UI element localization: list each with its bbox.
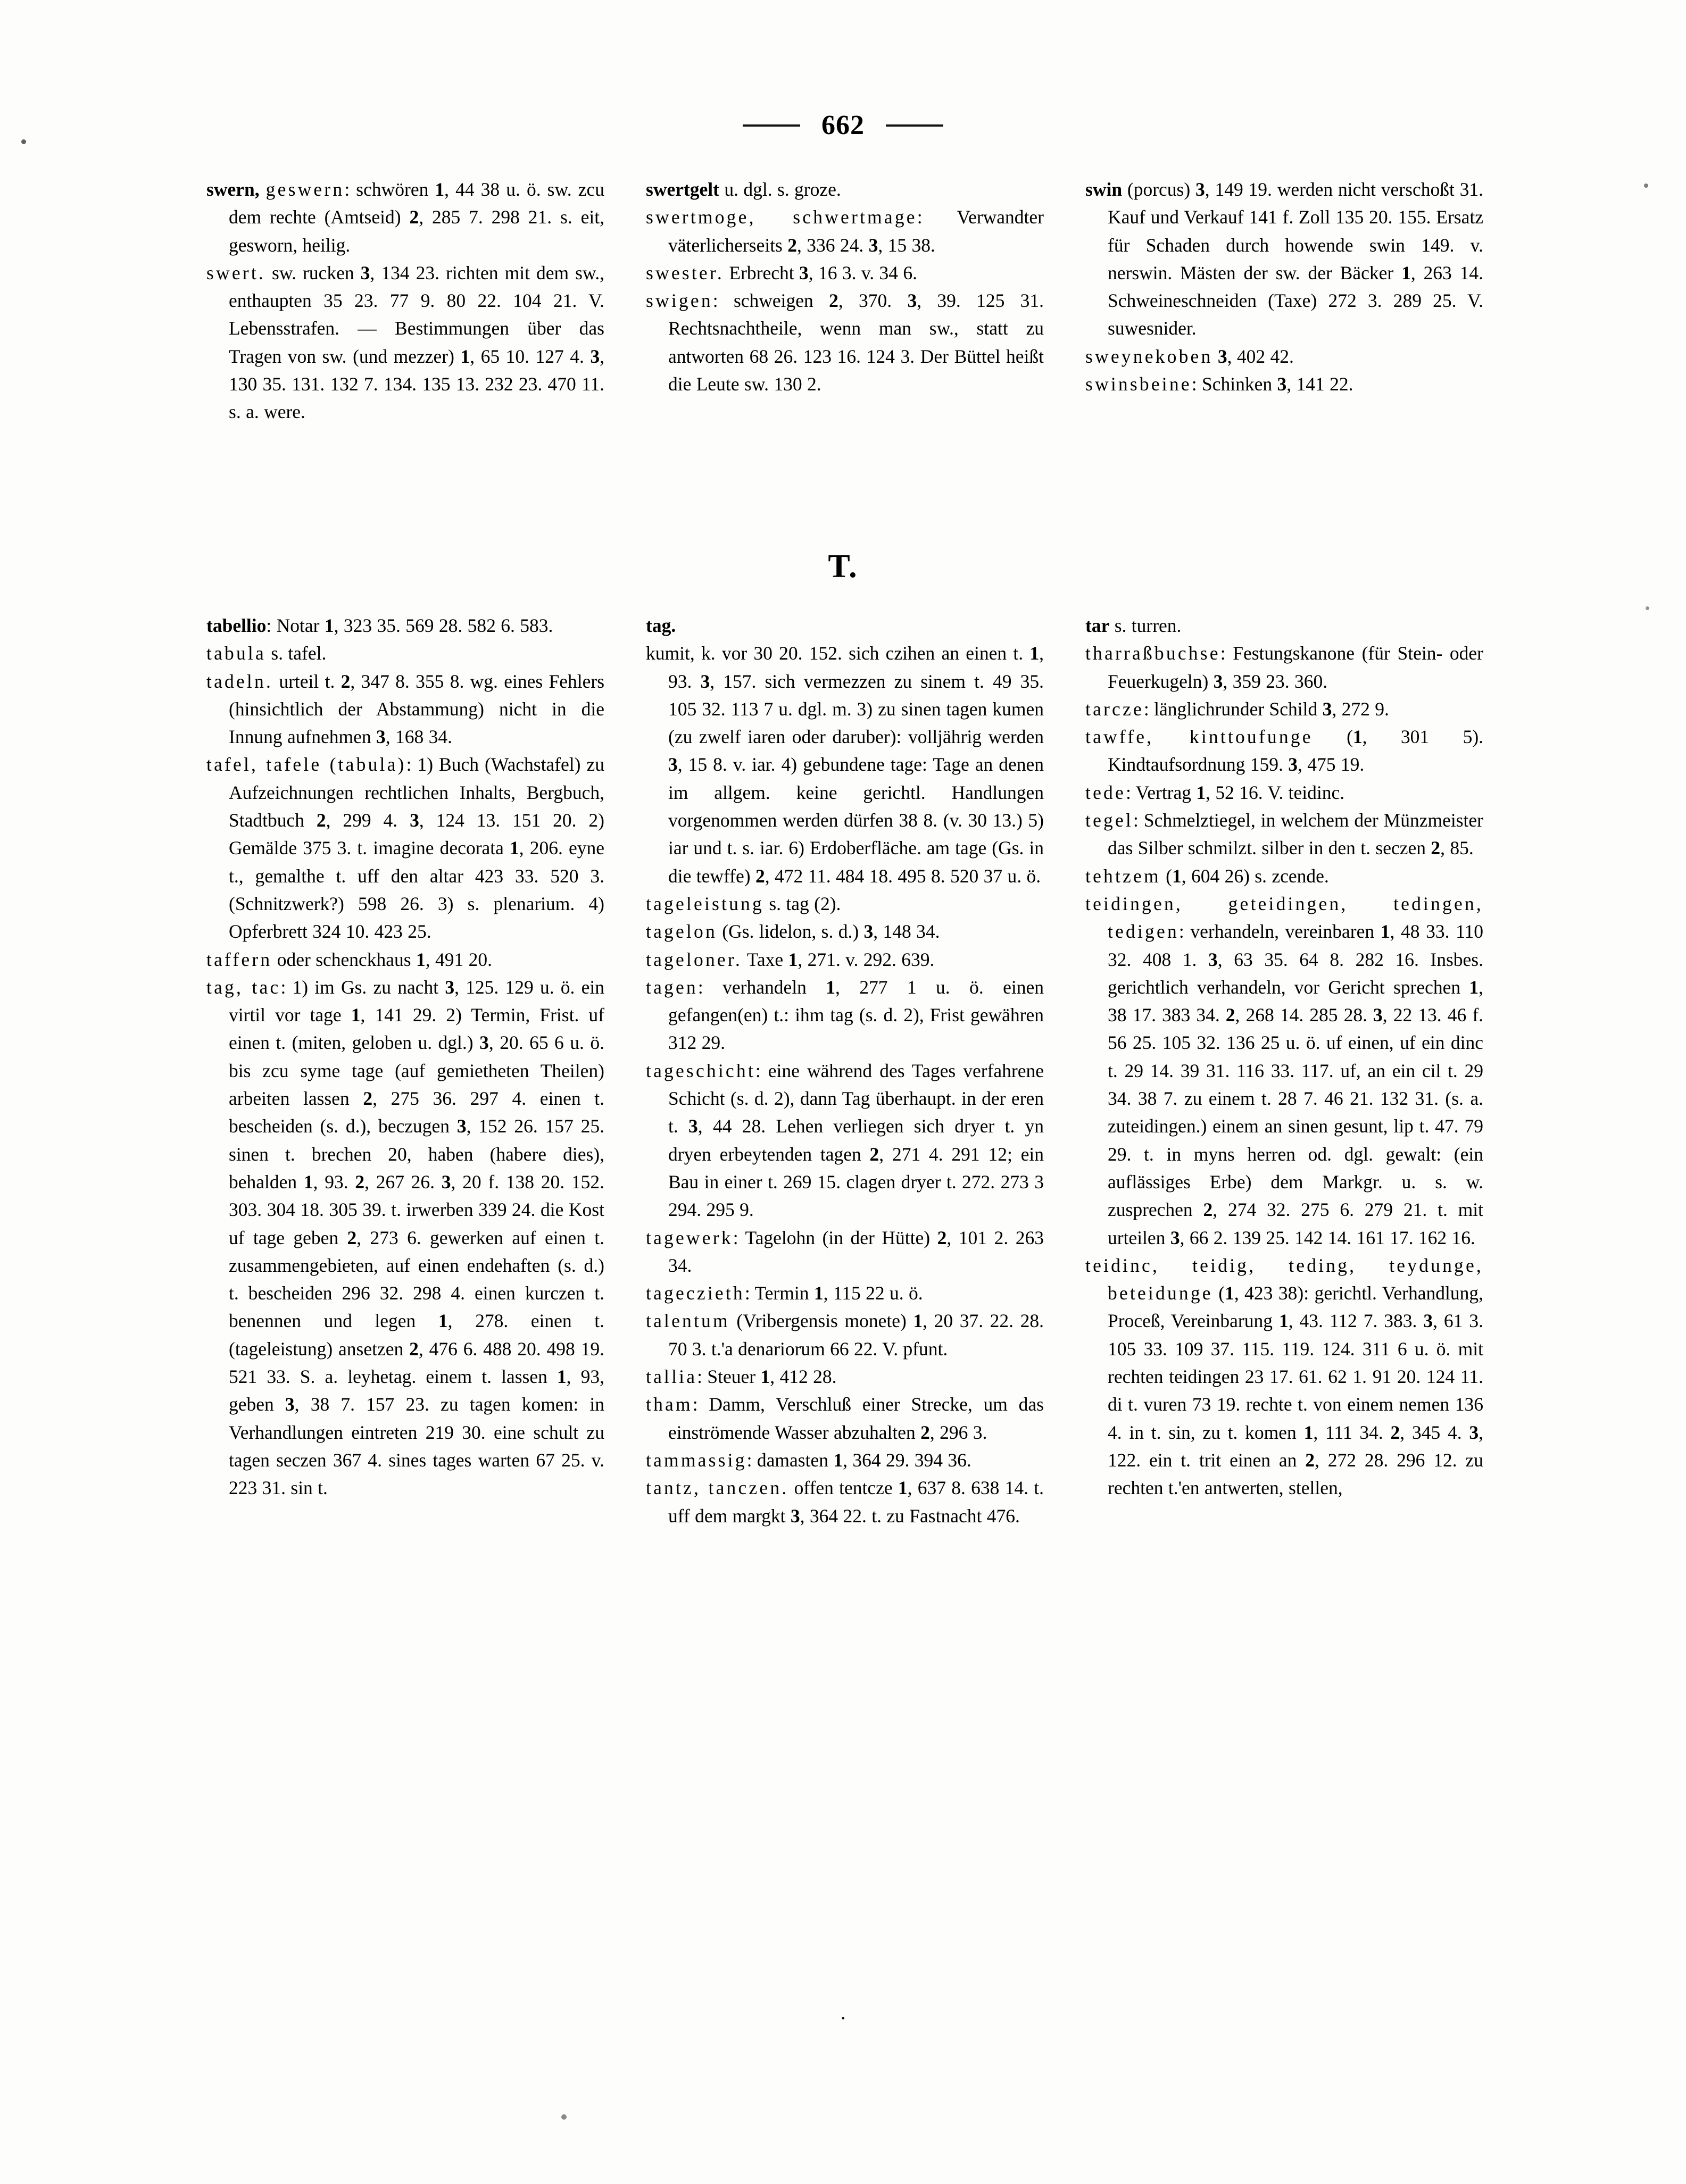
volume-number: 1 (1225, 1282, 1234, 1304)
dictionary-entry (1085, 862, 1483, 890)
volume-number: 3 (1373, 1004, 1383, 1026)
entry-body: offen tentcze 1, 637 8. 638 14. t. uff dem margkt 3, 364 22. t. zu Fastnacht 476. (668, 1477, 1044, 1527)
volume-number: 3 (285, 1394, 295, 1415)
scan-speck (21, 139, 26, 144)
volume-number: 1 (898, 1477, 908, 1499)
entry-body: urteil t. 2, 347 8. 355 8. wg. eines Fehlers (hinsichtlich der Abstammung) nicht in die Innung aufnehmen 3, 168 34. (229, 670, 605, 748)
dictionary-entry (646, 1446, 1044, 1474)
volume-number: 2 (1390, 1421, 1400, 1443)
entry-body: : verhandeln, vereinbaren 1, 48 33. 110 32. 408 1. 3, 63 35. 64 8. 282 16. Insbes. gerichtlich verhandeln, vor Gericht sprechen 1, 38 17. 383 34. 2, 268 14. 285 28. 3, 22 13. 46 f. 56 25. 105 32. 136 25 u. ö. uf einen, uf ein dinc t. 29 14. 39 31. 116 33. 117. uf, an ein cil t. 29 34. 38 7. zu einem t. 28 7. 46 21. 132 31. (s. a. zuteidingen.) einem an sinen gesunt, lip t. 47. 79 29. t. in myns herren od. dgl. gewalt: (ein auflässiges Erbe) dem Markgr. u. s. w. zusprechen 2, 274 32. 275 6. 279 21. t. mit urteilen 3, 66 2. 139 25. 142 14. 161 17. 162 16. (1108, 921, 1484, 1248)
volume-number: 1 (1172, 865, 1182, 887)
volume-number: 3 (1213, 670, 1223, 692)
entry-headword: swinsbeine (1085, 373, 1192, 395)
entry-body: : 1) Buch (Wachstafel) zu Aufzeichnungen rechtlichen Inhalts, Bergbuch, Stadtbuch 2, 299 4. 3, 124 13. 151 20. 2) Gemälde 375 3. t. imagine decorata 1, 206. eyne t., gemalthe t. uff den altar 423 33. 520 3. (Schnitzwerk?) 598 26. 3) s. plenarium. 4) Opferbrett 324 10. 423 25. (229, 754, 605, 943)
entry-body: : eine während des Tages verfahrene Schicht (s. d. 2), dann Tag überhaupt. in der eren t. 3, 44 28. Lehen verliegen sich dryer t. yn dryen erbeytenden tagen 2, 271 4. 291 12; ein Bau in einer t. 269 15. clagen dryer t. 272. 273 3 294. 295 9. (668, 1060, 1044, 1221)
volume-number: 3 (1423, 1310, 1433, 1332)
entry-headword: tadeln. (206, 670, 273, 692)
rule-left-icon (743, 124, 800, 127)
volume-number: 1 (460, 345, 470, 367)
dictionary-entry (206, 639, 604, 667)
volume-number: 3 (1170, 1227, 1180, 1248)
volume-number: 3 (868, 234, 878, 256)
volume-number: 3 (445, 976, 455, 998)
dictionary-entry (646, 973, 1044, 1057)
entry-headword: tageleistung (646, 893, 764, 914)
volume-number: 3 (790, 1505, 800, 1527)
volume-number: 1 (324, 615, 334, 636)
entry-body: : Damm, Verschluß einer Strecke, um das einströmende Wasser abzuhalten 2, 296 3. (668, 1394, 1044, 1443)
entry-headword: tawffe, kinttoufunge (1085, 726, 1313, 748)
volume-number: 1 (557, 1366, 567, 1388)
volume-number: 2 (316, 810, 326, 831)
column-2 (646, 612, 1044, 1530)
entry-headword: tagen (646, 976, 698, 998)
volume-number: 3 (441, 1171, 451, 1193)
volume-number: 3 (700, 670, 710, 692)
entry-headword: swert. (206, 262, 265, 284)
entry-body: : Schmelztiegel, in welchem der Münzmeister das Silber schmilzt. silber in den t. seczen 2, 85. (1108, 810, 1483, 859)
entry-headword: teidingen, geteidingen, tedingen, tedigen (1085, 893, 1483, 943)
dictionary-entry (206, 668, 604, 751)
volume-number: 2 (1225, 1004, 1235, 1026)
dictionary-entry (646, 1307, 1044, 1363)
dictionary-entry (1085, 779, 1483, 806)
entry-body: : Termin 1, 115 22 u. ö. (744, 1282, 923, 1304)
volume-number: 1 (1196, 781, 1206, 803)
entry-headword: tag, tac (206, 976, 281, 998)
volume-number: 2 (920, 1421, 930, 1443)
entry-body: oder schenckhaus 1, 491 20. (277, 948, 492, 970)
entry-headword: tham (646, 1394, 693, 1415)
entry-body: kumit, k. vor 30 20. 152. sich czihen an einen t. 1, 93. 3, 157. sich vermezzen zu sinem t. 49 35. 105 32. 113 7 u. dgl. m. 3) zu sinen tagen kumen (zu zwelf iaren oder daruber): volljährig werden 3, 15 8. v. iar. 4) gebundene tage: Tage an denen im allgem. keine gerichtl. Handlungen vorgenommen werden dürfen 38 8. (v. 30 13.) 5) iar und t. s. iar. 6) Erdoberfläche. am tage (Gs. in die tewffe) 2, 472 11. 484 18. 495 8. 520 37 u. ö. (646, 643, 1044, 887)
volume-number: 3 (863, 921, 874, 943)
volume-number: 3 (1322, 698, 1332, 720)
entry-body: : Verwandter väterlicherseits 2, 336 24. 3, 15 38. (668, 206, 1044, 256)
volume-number: 3 (590, 345, 600, 367)
dictionary-entry (1085, 176, 1483, 343)
volume-number: 3 (668, 754, 678, 776)
entry-body: (1, 301 5). Kindtaufsordnung 159. 3, 475 19. (1108, 726, 1484, 776)
dictionary-entry (1085, 1252, 1483, 1502)
volume-number: 2 (340, 670, 351, 692)
volume-number: 2 (869, 1143, 879, 1165)
entry-headword: tabula (206, 643, 266, 664)
entry-body: : schwören 1, 44 38 u. ö. sw. zcu dem rechte (Amtseid) 2, 285 7. 298 21. s. eit, gesworn, heilig. (229, 179, 604, 256)
volume-number: 3 (688, 1115, 698, 1137)
column-2 (646, 176, 1044, 426)
column-3 (1085, 612, 1483, 1530)
volume-number: 3 (1217, 345, 1227, 367)
entry-headword: teidinc, teidig, teding, teydunge, beteidunge (1085, 1254, 1483, 1304)
dictionary-entry (646, 1390, 1044, 1446)
entry-body: : Tagelohn (in der Hütte) 2, 101 2. 263 34. (668, 1227, 1044, 1276)
volume-number: 2 (363, 1088, 373, 1110)
dictionary-entry (646, 1224, 1044, 1280)
entry-headword: tageschicht (646, 1060, 755, 1081)
volume-number: 2 (829, 290, 838, 312)
volume-number: 3 (456, 1115, 467, 1137)
volume-number: 1 (435, 179, 445, 200)
entry-body: : Festungskanone (für Stein- oder Feuerkugeln) 3, 359 23. 360. (1108, 643, 1483, 692)
dictionary-entry (646, 259, 1044, 287)
column-1 (206, 176, 604, 426)
entry-headword: tageczieth (646, 1282, 745, 1304)
entry-body: s. tag (2). (769, 893, 841, 914)
dictionary-entry (1085, 890, 1483, 1252)
entry-body: (1, 423 38): gerichtl. Verhandlung, Proceß, Vereinbarung 1, 43. 112 7. 383. 3, 61 3. 105 33. 109 37. 115. 119. 124. 311 6 u. ö. mit rechten teidingen 23 17. 61. 62 1. 91 20. 124 11. di t. vuren 73 19. rechte t. von einem nemen 136 4. in t. sin, zu t. komen 1, 111 34. 2, 345 4. 3, 122. ein t. trit einen an 2, 272 28. 296 12. zu rechten t.'en antwerten, stellen, (1108, 1282, 1484, 1499)
dictionary-entry (206, 259, 604, 426)
entry-headword: tag. (646, 615, 676, 636)
entry-body: Erbrecht 3, 16 3. v. 34 6. (729, 262, 918, 284)
volume-number: 2 (755, 865, 765, 887)
volume-number: 1 (303, 1171, 313, 1193)
entry-headword: swertgelt (646, 179, 719, 200)
entry-body: 3, 402 42. (1217, 345, 1294, 367)
entry-body: : länglichrunder Schild 3, 272 9. (1143, 698, 1389, 720)
dictionary-entry (1085, 723, 1483, 779)
volume-number: 2 (409, 206, 419, 228)
entry-body: s. turren. (1114, 615, 1182, 636)
dictionary-entry (646, 612, 1044, 639)
volume-number: 3 (1208, 948, 1218, 970)
dictionary-entry (1085, 343, 1483, 370)
entry-body: (porcus) 3, 149 19. werden nicht verschoßt 31. Kauf und Verkauf 141 f. Zoll 135 20. 155. Ersatz für Schaden durch howende swin 149. v. nerswin. Mästen der sw. der Bäcker 1, 263 14. Schweineschneiden (Taxe) 272 3. 289 25. V. suwesnider. (1108, 179, 1484, 339)
entry-headword: tar (1085, 615, 1110, 636)
dictionary-entry (206, 946, 604, 973)
dictionary-entry (1085, 695, 1483, 723)
entry-body: sw. rucken 3, 134 23. richten mit dem sw., enthaupten 35 23. 77 9. 80 22. 104 21. V. Lebensstrafen. — Bestimmungen über das Tragen von sw. (und mezzer) 1, 65 10. 127 4. 3, 130 35. 131. 132 7. 134. 135 13. 232 23. 470 11. s. a. were. (229, 262, 605, 423)
entry-body: (Vribergensis monete) 1, 20 37. 22. 28. 70 3. t.'a denariorum 66 22. V. pfunt. (668, 1310, 1044, 1360)
dictionary-entry (646, 1363, 1044, 1390)
volume-number: 3 (1277, 373, 1287, 395)
entry-headword: tafel, tafele (tabula) (206, 754, 406, 776)
entry-headword: tagelon (646, 921, 717, 943)
entry-headword: tammassig (646, 1449, 747, 1471)
entry-body: : Steuer 1, 412 28. (697, 1366, 837, 1388)
page-number: 662 (821, 110, 865, 140)
entry-headword: swester. (646, 262, 724, 284)
entry-headword: tageloner. (646, 948, 742, 970)
entry-body: : schweigen 2, 370. 3, 39. 125 31. Rechtsnachtheile, wenn man sw., statt zu antworten 68 26. 123 16. 124 3. Der Büttel heißt die Leute sw. 130 2. (668, 290, 1044, 395)
volume-number: 2 (347, 1227, 357, 1248)
dictionary-entry (646, 287, 1044, 398)
volume-number: 3 (360, 262, 370, 284)
entry-headword: tantz, tanczen. (646, 1477, 789, 1499)
entry-headword: tehtzem (1085, 865, 1161, 887)
dictionary-entry (206, 612, 604, 639)
entry-headword: swertmoge, schwertmage (646, 206, 917, 228)
rule-right-icon (886, 124, 943, 127)
scan-speck (561, 2114, 567, 2120)
volume-number: 1 (510, 837, 519, 859)
entry-body: s. tafel. (271, 643, 327, 664)
volume-number: 3 (410, 810, 419, 831)
dictionary-entry (646, 639, 1044, 890)
volume-number: 3 (799, 262, 809, 284)
volume-number: 1 (1303, 1421, 1314, 1443)
entry-body: : Schinken 3, 141 22. (1191, 373, 1353, 395)
volume-number: 3 (479, 1032, 489, 1054)
entry-headword: tallia (646, 1366, 697, 1388)
main-entry-band (206, 612, 1483, 1530)
dictionary-entry (1085, 612, 1483, 639)
volume-number: 1 (826, 976, 835, 998)
volume-number: 1 (1401, 262, 1411, 284)
top-entry-band (206, 176, 1483, 426)
scan-speck (1644, 184, 1648, 188)
entry-headword: tede (1085, 781, 1126, 803)
entry-body: : 1) im Gs. zu nacht 3, 125. 129 u. ö. ein virtil vor tage 1, 141 29. 2) Termin, Frist. uf einen t. (miten, geloben u. dgl.) 3, 20. 65 6 u. ö. bis zcu syme tage (auf gemietheten Theilen) arbeiten lassen 2, 275 36. 297 4. einen t. bescheiden (s. d.), beczugen 3, 152 26. 157 25. sinen t. brechen 20, haben (habere dies), behalden 1, 93. 2, 267 26. 3, 20 f. 138 20. 152. 303. 304 18. 305 39. t. irwerben 339 24. die Kost uf tage geben 2, 273 6. gewerken auf einen t. zusammengebieten, auf einen endehaften (s. d.) t. bescheiden 296 32. 298 4. einen kurczen t. benennen und legen 1, 278. einen t. (tageleistung) ansetzen 2, 476 6. 488 20. 498 19. 521 33. S. a. leyhetag. einem t. lassen 1, 93, geben 3, 38 7. 157 23. zu tagen komen: in Verhandlungen eintreten 219 30. eine schult zu tagen seczen 367 4. sines tages warten 67 25. v. 223 31. sin t. (229, 976, 605, 1499)
dictionary-entry (646, 1474, 1044, 1530)
entry-body: (Gs. lidelon, s. d.) 3, 148 34. (722, 921, 940, 943)
volume-number: 2 (1305, 1449, 1315, 1471)
dictionary-entry (646, 1057, 1044, 1224)
volume-number: 3 (1469, 1421, 1479, 1443)
entry-headword: tabellio (206, 615, 267, 636)
volume-number: 1 (1278, 1310, 1289, 1332)
entry-body: : verhandeln 1, 277 1 u. ö. einen gefangen(en) t.: ihm tag (s. d. 2), Frist gewähren 312 29. (668, 976, 1044, 1054)
entry-headword: tharraßbuchse (1085, 643, 1220, 664)
volume-number: 1 (1469, 976, 1479, 998)
volume-number: 1 (416, 948, 426, 970)
entry-headword: tegel (1085, 810, 1133, 831)
running-head (0, 112, 1686, 139)
dictionary-entry (206, 973, 604, 1502)
entry-body: : damasten 1, 364 29. 394 36. (746, 1449, 971, 1471)
volume-number: 1 (351, 1004, 361, 1026)
volume-number: 2 (1431, 837, 1441, 859)
entry-body: (1, 604 26) s. zcende. (1166, 865, 1329, 887)
volume-number: 1 (1029, 643, 1040, 664)
entry-headword: talentum (646, 1310, 730, 1332)
dictionary-entry (646, 918, 1044, 945)
volume-number: 1 (760, 1366, 770, 1388)
entry-headword: swin (1085, 179, 1123, 200)
dictionary-entry (646, 203, 1044, 259)
dictionary-entry (206, 176, 604, 259)
dictionary-entry (1085, 806, 1483, 862)
volume-number: 1 (813, 1282, 824, 1304)
volume-number: 2 (787, 234, 797, 256)
dictionary-entry (646, 946, 1044, 973)
dictionary-entry (206, 751, 604, 945)
dictionary-entry (1085, 639, 1483, 695)
volume-number: 1 (833, 1449, 843, 1471)
column-1 (206, 612, 604, 1530)
dictionary-entry (646, 1279, 1044, 1307)
volume-number: 3 (376, 726, 386, 748)
volume-number: 2 (409, 1338, 419, 1360)
column-3 (1085, 176, 1483, 426)
volume-number: 1 (913, 1310, 923, 1332)
dictionary-entry (646, 176, 1044, 203)
scan-speck (1646, 606, 1649, 610)
entry-headword: tarcze (1085, 698, 1144, 720)
tail-mark: . (841, 2002, 846, 2024)
dictionary-entry (1085, 370, 1483, 398)
entry-headword-variant: geswern (265, 179, 345, 200)
dictionary-entry (646, 890, 1044, 918)
volume-number: 1 (438, 1310, 448, 1332)
entry-headword: swigen (646, 290, 713, 312)
entry-headword: taffern (206, 948, 272, 970)
section-letter: T. (828, 548, 858, 585)
volume-number: 3 (1195, 179, 1205, 200)
entry-headword: tagewerk (646, 1227, 733, 1248)
entry-body: : Vertrag 1, 52 16. V. teidinc. (1125, 781, 1345, 803)
entry-headword: swern, (206, 179, 260, 200)
volume-number: 1 (788, 948, 798, 970)
volume-number: 3 (1288, 754, 1298, 776)
volume-number: 2 (355, 1171, 365, 1193)
entry-body: u. dgl. s. groze. (724, 179, 841, 200)
entry-body: Taxe 1, 271. v. 292. 639. (746, 948, 935, 970)
volume-number: 1 (1380, 921, 1390, 943)
volume-number: 1 (1352, 726, 1363, 748)
entry-headword: sweynekoben (1085, 345, 1213, 367)
volume-number: 2 (937, 1227, 947, 1248)
volume-number: 2 (1203, 1199, 1213, 1221)
volume-number: 3 (907, 290, 917, 312)
entry-body: : Notar 1, 323 35. 569 28. 582 6. 583. (266, 615, 553, 636)
